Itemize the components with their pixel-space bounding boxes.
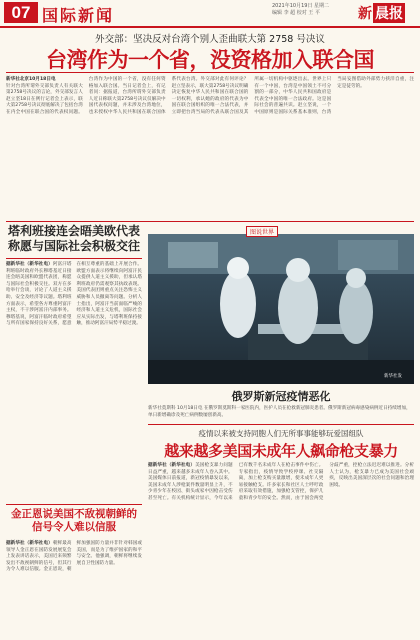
side-story-1-body [6, 262, 142, 502]
photo-caption-text: 新华社莫斯科 10月18日电 在俄罗斯莫斯科一家医院内，医护人员在抢救新冠肺炎患者。俄罗斯新冠病毒感染病例近日持续增加，单日新增确诊及死亡病例数屡创新高。 [148, 406, 411, 418]
masthead-badge: 晨报 [373, 3, 405, 23]
photo-caption-title: 俄罗斯新冠疫情恶化 [231, 390, 331, 403]
lead-divider [6, 72, 414, 73]
side-story-2-body [6, 541, 142, 637]
side-story-2-source: 据新华社（新华社电） [6, 541, 53, 546]
page-number: 07 [4, 2, 38, 23]
section-divider [6, 221, 414, 222]
side-story-2-top-divider [6, 504, 142, 505]
lead-body-text: 针对台湾所谓外交部负责人有关联大第2758号决议的言论，外交部发言人赵立坚18日在例行记者会上表示，联大第2758号决议彻底解决了包括台湾在内全中国在联合国的代表权问题。台湾作为中国的一个省，没有任何资格加入联合国。当日记者会上，有记者问：据报道，台湾所谓外交部负责人近日称联大第2758号决议仅解决中国代表权问题，并未涉及台湾地位，也未授权中华人民共和国在联合国体系代表台湾。外交部对此有何评论？赵立坚表示，联大第2758号决议明确决定恢复中华人民共和国在联合国的一切权利，承认她的政府的代表为中国在联合国组织的唯一合法代表，并立即把台湾当局的代表从联合国及其所属一切机构中驱逐出去。世界上只有一个中国，台湾是中国领土不可分割的一部分，中华人民共和国政府是代表全中国的唯一合法政府。这是国际社会的普遍共识。赵立坚说，一个中国原则是国际关系基本准则，台湾当局妄图借助外部势力挟洋自重，注定是徒劳的。 [6, 77, 414, 115]
lead-headline: 台湾作为一个省，没资格加入联合国 [46, 48, 374, 72]
date-line [272, 3, 329, 17]
lead-kicker: 外交部：坚决反对台湾个别人歪曲联大第 2758 号决议 [95, 34, 325, 45]
side-story-1-source: 据新华社（新华社电） [6, 262, 53, 267]
story-2-text: 美国枪支暴力问题日益严重，越来越多未成年人卷入其中。美国媒体日前报道，新冠疫情暴发以来，美国未成年人涉枪案件数量明显上升，不少青少年在校园、街头或家中因枪击受伤甚至死亡。有关机构统计显示，今年以来已有数千名未成年人在枪击事件中伤亡。专家指出，疫情导致学校停课、社交隔离，加上枪支购买量激增，使未成年人更易接触枪支。许多家长和社区人士呼吁政府采取有效措施，加强枪支管控，保护儿童和青少年的安全。然而，由于国会两党分歧严重，控枪立法迟迟难以推进。分析人士认为，枪支暴力已成为美国社会顽疾，反映出美国深层次的社会问题和治理困境。 [148, 463, 414, 501]
story-2-kicker: 疫情以来被支持同胞人们无所事事能够玩爱国组队 [198, 429, 364, 438]
lead-article-body [6, 77, 414, 219]
photo-section-label: 图说世界 [246, 226, 278, 237]
story-2-body [148, 463, 414, 635]
date-line-1: 2021年10月19日 星期二 [272, 3, 330, 9]
masthead-prefix: 新 [358, 6, 372, 22]
side-story-2-text: 朝鲜最高领导人金正恩在国防发展展览会上发表讲话表示，美国近来频繁发出不敌视朝鲜的信号，但其行为令人难以信服。金正恩说，朝鲜加强国防力量并非针对韩国或美国，而是为了维护国家的和平与安全。他强调，朝鲜将继续发展自卫性国防力量。 [6, 541, 142, 573]
news-photo [148, 234, 414, 384]
page-header [0, 0, 420, 28]
story-2-headline: 越来越多美国未成年人飙命枪支暴力 [164, 442, 398, 460]
side-story-1-headline: 塔利班接连会晤美欧代表称愿与国际社会积极交往 [7, 224, 140, 253]
date-line-2: 编辑 李 超 校对 王 平 [272, 10, 320, 16]
hospital-scene-image [148, 234, 414, 384]
masthead-logo [358, 3, 405, 23]
side-story-2-headline: 金正恩说美国不敌视朝鲜的信号令人难以信服 [11, 508, 137, 533]
story-2-divider [148, 424, 414, 425]
section-title: 国际新闻 [42, 6, 115, 25]
lead-byline: 新华社北京10月18日电 [6, 77, 56, 82]
side-story-1-divider [6, 258, 142, 259]
photo-credit: 新华社发 [384, 374, 402, 379]
side-story-1-text: 阿富汗塔利班临时政府外长穆塔基近日接连会晤美国和欧盟代表团，称愿与国际社会积极交往。双方在多哈举行会谈，讨论了人道主义援助、安全及经济等议题。塔利班方面表示，希望各方尊重阿富汗主权，不干涉阿富汗内部事务。穆塔基说，阿富汗临时政府希望与所有国家保持良好关系，愿意在相互尊重的基础上开展合作。欧盟方面表示将继续向阿富汗民众提供人道主义援助，但承认塔利班政府仍需观察其执政表现。美国代表团则重点关注恐怖主义威胁和人员撤离等问题。分析人士指出，阿富汗当前面临严峻的经济和人道主义危机，国际社会应从实际出发，与塔利班保持接触，推动阿富汗局势平稳过渡。 [6, 262, 142, 327]
story-2-source: 据新华社（新华社电） [148, 463, 196, 468]
